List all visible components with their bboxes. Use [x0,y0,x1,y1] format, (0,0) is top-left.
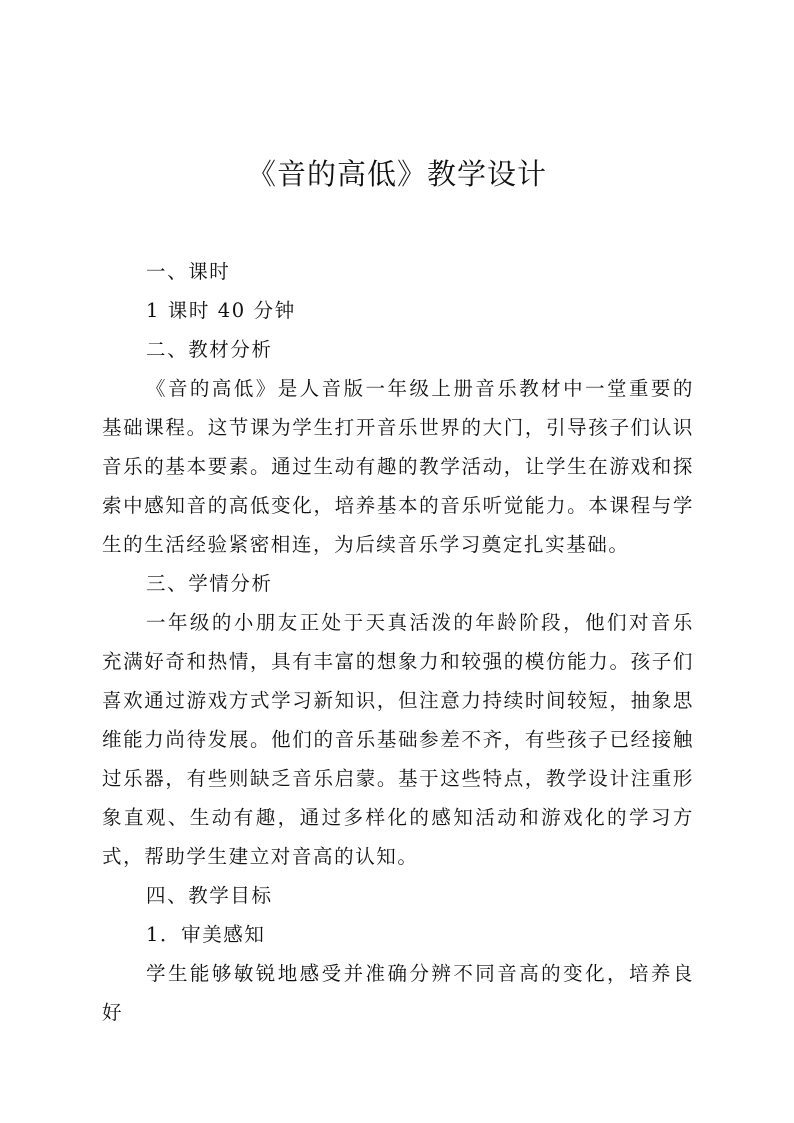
teaching-goals-paragraph: 学生能够敏锐地感受并准确分辨不同音高的变化，培养良好 [102,962,694,1024]
student-analysis-paragraph: 一年级的小朋友正处于天真活泼的年龄阶段，他们对音乐充满好奇和热情，具有丰富的想象力和较强的模仿能力。孩子们喜欢通过游戏方式学习新知识，但注意力持续时间较短，抽象思维能力尚待发展。他们的音乐基础参差不齐，有些孩子已经接触过乐器，有些则缺乏音乐启蒙。基于这些特点，教学设计注重形象直观、生动有趣，通过多样化的感知活动和游戏化的学习方式，帮助学生建立对音高的认知。 [102,611,694,868]
section-heading-teaching-goals: 四、教学目标 [146,884,273,907]
class-hours-text: 1 课时 40 分钟 [146,299,296,322]
document-body [102,252,694,1032]
section-heading-student-analysis: 三、学情分析 [146,572,273,595]
subheading-aesthetic-perception: 1．审美感知 [146,923,266,946]
section-heading-textbook-analysis: 二、教材分析 [146,338,273,361]
textbook-analysis-paragraph: 《音的高低》是人音版一年级上册音乐教材中一堂重要的基础课程。这节课为学生打开音乐世界的大门，引导孩子们认识音乐的基本要素。通过生动有趣的教学活动，让学生在游戏和探索中感知音的高低变化，培养基本的音乐听觉能力。本课程与学生的生活经验紧密相连，为后续音乐学习奠定扎实基础。 [102,377,694,556]
page-title: 《音的高低》教学设计 [246,157,547,191]
section-heading-class-hours: 一、课时 [146,260,231,283]
